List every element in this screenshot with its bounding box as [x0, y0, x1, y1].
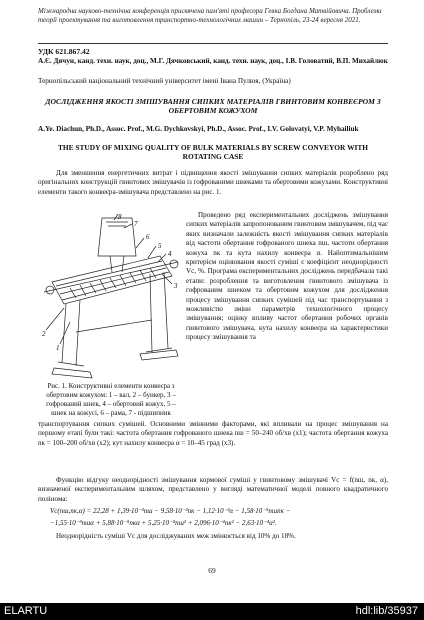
authors-ukrainian: А.Є. Дячун, канд. техн. наук, доц., М.Г. Дячковський, канд. техн. наук, доц., І.В. Головатий, В.П. Михайлюк	[38, 57, 388, 65]
fig-label-4: 4	[168, 250, 172, 258]
conveyor-drawing	[40, 212, 182, 380]
authors-english: A.Ye. Diachun, Ph.D., Assoc. Prof., M.G. Dychkovskyi, Ph.D., Assoc. Prof., I.V. Golovatyi, V.P. Myhailiuk	[38, 125, 359, 133]
conference-header: Міжнародна науково-технічна конференція присвячена пам'яті професора Гевка Богдана Матвійовича. Проблеми теорії проектування та виготовлення транспортно-технологічних машин – Тернопіль, 23-24 вересня 2021.	[38, 7, 382, 25]
fig-label-7: 7	[134, 220, 138, 228]
page-number: 69	[208, 566, 216, 575]
paragraph-intro: Для зменшення енергетичних витрат і підвищення якості змішування сипких матеріалів розроблено ряд оригінальних конструкцій гвинтових змішувачів із гофрованими шнеками та обертовими кожухами. Конструктивні елементи такого конвеєра-змішувача представлено на рис. 1.	[38, 169, 388, 196]
paragraph-experiments: Проведено ряд експериментальних досліджень змішування сипких матеріалів запропонованим гвинтовим змішувачем, під час яких визначали залежність якості змішування сипких матеріалів від частоти обертання гофрованого шнека nш, частоти обертання кожуха nк та кута нахилу конвеєра α. Найоптимальнішим критерієм оцінювання якості суміші є коефіцієнт неоднорідності Vc, %. Програма експериментальних досліджень передбачала такі етапи: розроблення та виготовлення гвинтового змішувача із гофрованим шнеком та обертовим кожухом для дослідження процесу змішування сипких сумішей під час транспортування з можливістю зміни параметрів технологічного процесу змішування; оцінку впливу частот обертання робочих органів гвинтового змішувача, кута нахилу конвеєра на характеристики процесу змішування та	[186, 211, 388, 342]
formula-line-1: Vc(nш,nк,α) = 22,28 + 1,39·10⁻³nш − 9,58·10⁻²nк − 1,12·10⁻²α − 1,58·10⁻⁵nшnк −	[50, 507, 291, 515]
fig-label-1: 1	[56, 344, 60, 352]
udk-code: УДК 621.867.42	[38, 47, 90, 56]
title-ukrainian: ДОСЛІДЖЕННЯ ЯКОСТІ ЗМІШУВАННЯ СИПКИХ МАТЕРІАЛІВ ГВИНТОВИМ КОНВЕЄРОМ З ОБЕРТОВИМ КОЖУХОМ	[45, 97, 381, 116]
fig-label-2: 2	[42, 330, 46, 338]
handle-id: hdl:lib/35937	[355, 605, 418, 617]
title-english: THE STUDY OF MIXING QUALITY OF BULK MATERIALS BY SCREW CONVEYOR WITH ROTATING CASE	[57, 143, 369, 162]
fig-label-6: 6	[146, 233, 150, 241]
header-rule	[38, 43, 388, 44]
fig-label-3: 3	[174, 282, 178, 290]
fig-label-5: 5	[158, 242, 162, 250]
fig-label-8: 8	[118, 213, 122, 221]
paragraph-factors: транспортування сипких сумішей. Основними змінними факторами, які впливали на процес змішування на першому етапі були такі: частота обертання гофрованого шнека nш = 50–240 об/хв (x1); частота обертання кожуха nк = 100–200 об/хв (x2); кут нахилу конвеєра α = 10–45 град (x3).	[38, 420, 388, 447]
figure-caption: Рис. 1. Конструктивні елементи конвеєра з обертовим кожухом: 1 – вал, 2 – бункер, 3 – гофрований шнек, 4 – обертовий кожух, 5 – шнек на кожусі, 6 – рама, 7 - підшипник	[46, 382, 176, 417]
formula-line-2: −1,55·10⁻³nшα + 5,88·10⁻⁵nкα + 5,25·10⁻⁵nш² + 2,096·10⁻⁴nк² − 2,63·10⁻⁴α².	[50, 519, 277, 527]
repository-footer	[0, 603, 424, 620]
affiliation: Тернопільський національний технічний університет імені Івана Пулюя, (Україна)	[38, 77, 291, 85]
paragraph-conclusion: Неоднорідність суміші Vc для досліджуваних меж змінюється від 10% до 18%.	[56, 532, 296, 540]
repository-name: ELARTU	[4, 605, 48, 617]
paragraph-response-function: Функцію відгуку неоднорідності змішування кормової суміші у гвинтовому змішувачі Vc = f(nш, nк, α), визначеної експериментальним шляхом, представлено у вигляді математичної моделі повного квадратичного полінома:	[38, 476, 388, 503]
conveyor-figure	[40, 212, 182, 380]
